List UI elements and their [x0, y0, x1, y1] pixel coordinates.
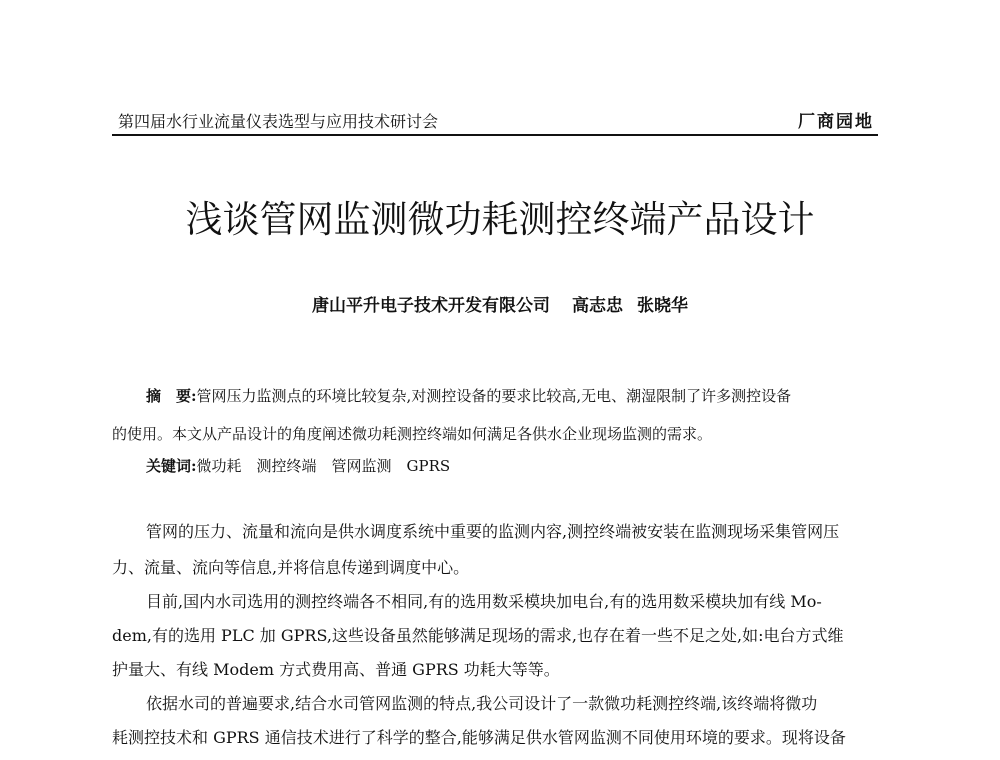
- body-p2-line-1: [112, 592, 888, 612]
- author-line: [0, 294, 1000, 318]
- abstract-line-2: [112, 424, 888, 444]
- body-p1-line-1: [112, 522, 888, 542]
- body-p2-line-3: [112, 660, 888, 680]
- keywords-label: 关键词:: [146, 457, 197, 475]
- abstract-text-1: 管网压力监测点的环境比较复杂,对测控设备的要求比较高,无电、潮湿限制了许多测控设备: [196, 387, 792, 405]
- p1-text-2: 力、流量、流向等信息,并将信息传递到调度中心。: [112, 558, 470, 577]
- p3-text-2: 耗测控技术和 GPRS 通信技术进行了科学的整合,能够满足供水管网监测不同使用环境的要求。现将设备: [112, 728, 846, 747]
- conference-name: 第四届水行业流量仪表选型与应用技术研讨会: [118, 112, 439, 131]
- p2-text-2: dem,有的选用 PLC 加 GPRS,这些设备虽然能够满足现场的需求,也存在着一些不足之处,如:电台方式维: [112, 626, 844, 645]
- affiliation: 唐山平升电子技术开发有限公司: [312, 296, 550, 316]
- body-p3-line-1: [112, 694, 888, 714]
- paper-title: 浅谈管网监测微功耗测控终端产品设计: [185, 198, 815, 241]
- abstract-text-2: 的使用。本文从产品设计的角度阐述微功耗测控终端如何满足各供水企业现场监测的需求。: [112, 425, 713, 443]
- keywords-line: [112, 456, 888, 476]
- running-header: [112, 112, 878, 136]
- body-p2-line-2: [112, 626, 888, 646]
- p1-text-1: 管网的压力、流量和流向是供水调度系统中重要的监测内容,测控终端被安装在监测现场采集管网压: [146, 522, 840, 541]
- author-name-2: 张晓华: [637, 296, 688, 316]
- p3-text-1: 依据水司的普遍要求,结合水司管网监测的特点,我公司设计了一款微功耗测控终端,该终端将微功: [146, 694, 818, 713]
- body-p3-line-2: [112, 728, 888, 748]
- abstract-line-1: [112, 386, 888, 406]
- abstract-label: 摘 要:: [146, 387, 197, 405]
- p2-text-3: 护量大、有线 Modem 方式费用高、普通 GPRS 功耗大等等。: [112, 660, 560, 679]
- p2-text-1: 目前,国内水司选用的测控终端各不相同,有的选用数采模块加电台,有的选用数采模块加有线 Mo-: [146, 592, 822, 611]
- keywords-list: 微功耗 测控终端 管网监测 GPRS: [196, 457, 451, 475]
- author-name-1: 高志忠: [572, 296, 623, 316]
- body-p1-line-2: [112, 558, 888, 578]
- section-name: 厂商园地: [798, 112, 874, 132]
